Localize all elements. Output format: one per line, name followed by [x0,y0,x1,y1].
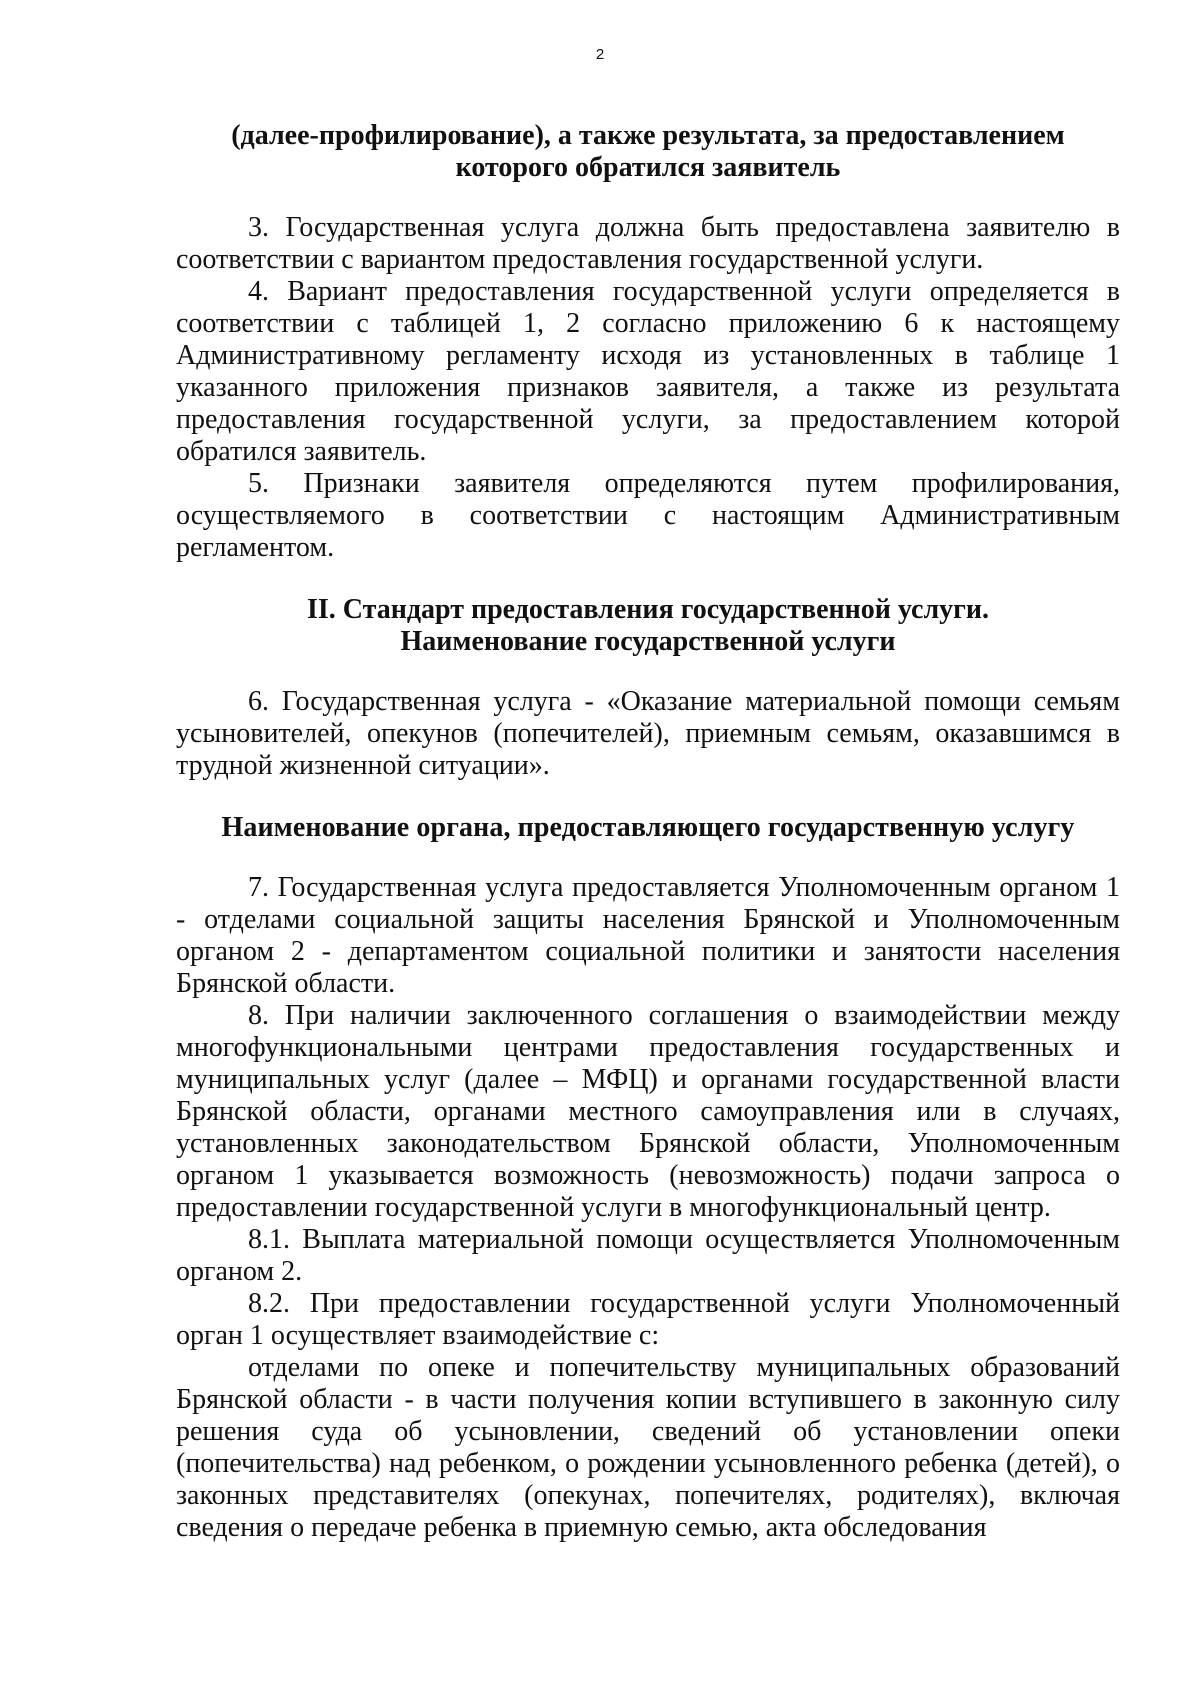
intro-heading-line-1: (далее-профилирование), а также результата, за предоставлением [231,120,1065,151]
paragraph-8-2-item: отделами по опеке и попечительству муниципальных образований Брянской области - в части получения копии вступившего в законную силу решения суда об усыновлении, сведений об установлении опеки (попечительства) над ребенком, о рождении усыновленного ребенка (детей), о законных представителях (опекунах, попечителях, родителях), включая сведения о передаче ребенка в приемную семью, акта обследования [176,1352,1120,1543]
page-number: 2 [595,46,605,63]
paragraph-7: 7. Государственная услуга предоставляется Уполномоченным органом 1 - отделами социальной защиты населения Брянской и Уполномоченным органом 2 - департаментом социальной политики и занятости населения Брянской области. [176,872,1120,999]
document-body [176,120,1120,1544]
intro-heading-line-2: которого обратился заявитель [455,152,841,183]
section-2-heading-line-1: II. Стандарт предоставления государственной услуги. [306,594,990,625]
paragraph-8-2: 8.2. При предоставлении государственной услуги Уполномоченный орган 1 осуществляет взаимодействие с: [176,1288,1120,1351]
paragraph-8-1: 8.1. Выплата материальной помощи осуществляется Уполномоченным органом 2. [176,1224,1120,1287]
paragraph-5: 5. Признаки заявителя определяются путем профилирования, осуществляемого в соответствии с настоящим Административным регламентом. [176,468,1120,563]
paragraph-4: 4. Вариант предоставления государственной услуги определяется в соответствии с таблицей 1, 2 согласно приложению 6 к настоящему Административному регламенту исходя из установленных в таблице 1 указанного приложения признаков заявителя, а также из результата предоставления государственной услуги, за предоставлением которой обратился заявитель. [176,276,1120,467]
section-2-heading-line-2: Наименование государственной услуги [400,626,896,657]
paragraph-3: 3. Государственная услуга должна быть предоставлена заявителю в соответствии с вариантом предоставления государственной услуги. [176,212,1120,275]
section-3-heading: Наименование органа, предоставляющего государственную услугу [221,812,1075,843]
paragraph-8: 8. При наличии заключенного соглашения о взаимодействии между многофункциональными центрами предоставления государственных и муниципальных услуг (далее – МФЦ) и органами государственной власти Брянской области, органами местного самоуправления или в случаях, установленных законодательством Брянской области, Уполномоченным органом 1 указывается возможность (невозможность) подачи запроса о предоставлении государственной услуги в многофункциональный центр. [176,1000,1120,1223]
paragraph-6: 6. Государственная услуга - «Оказание материальной помощи семьям усыновителей, опекунов (попечителей), приемным семьям, оказавшимся в трудной жизненной ситуации». [176,686,1120,781]
